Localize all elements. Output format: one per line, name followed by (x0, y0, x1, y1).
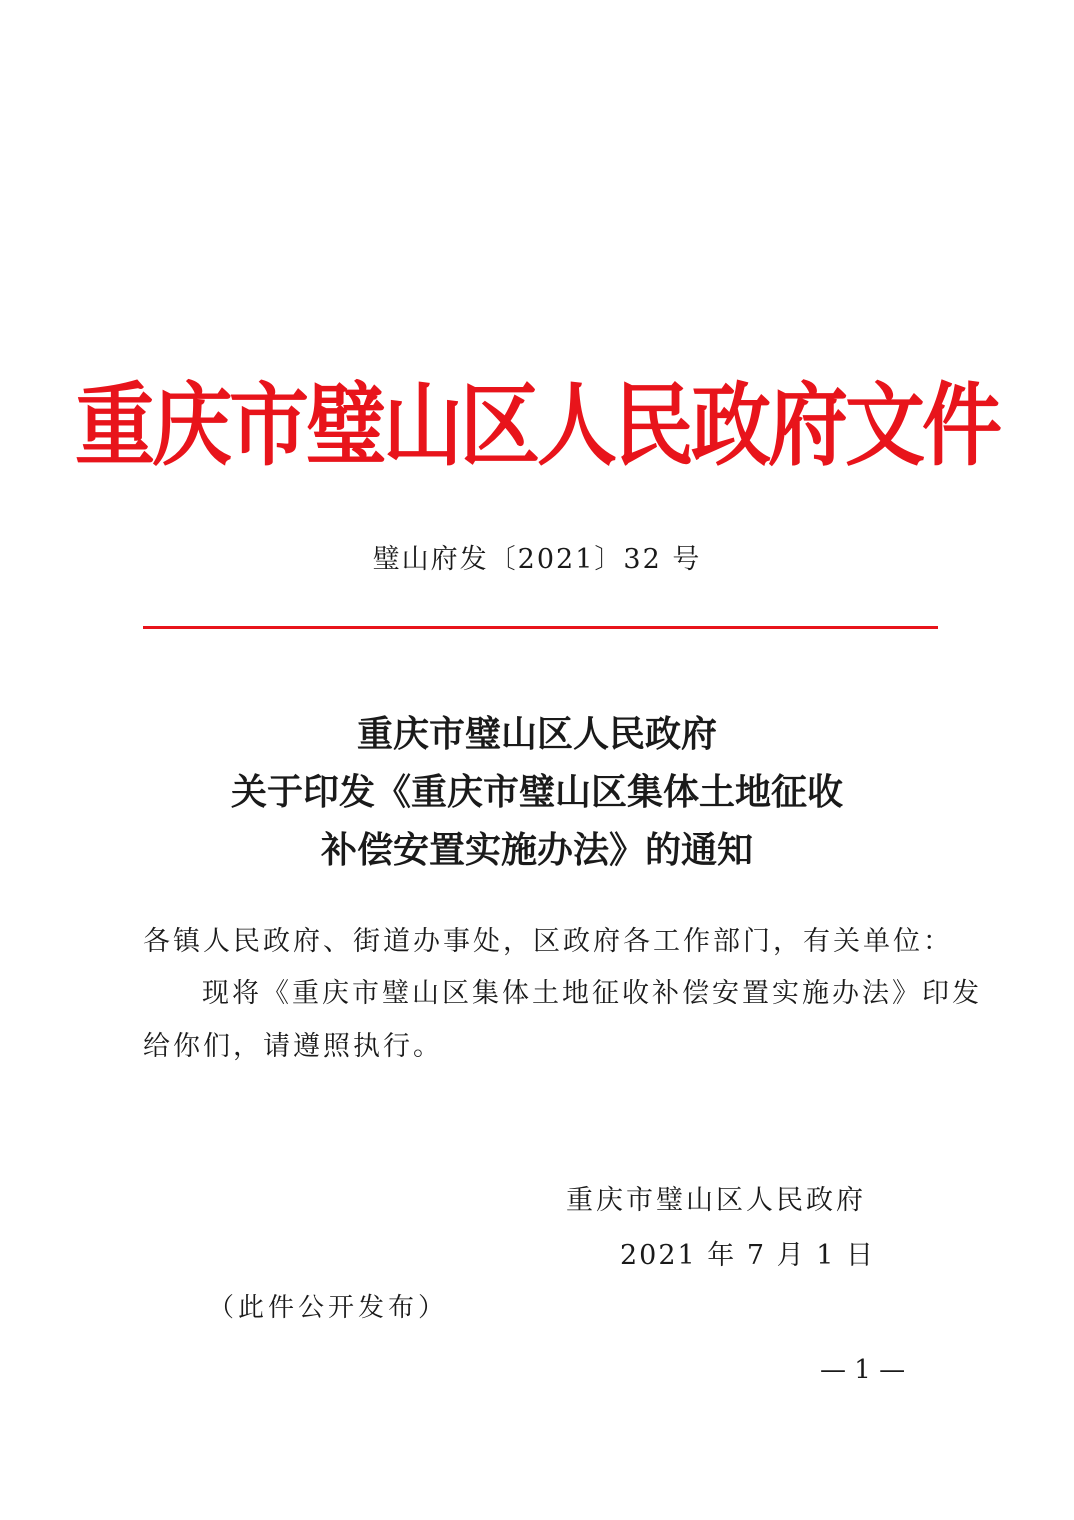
document-header-title: 重庆市璧山区人民政府文件 (75, 372, 999, 478)
issuer-signature: 重庆市璧山区人民政府 (566, 1185, 866, 1216)
notice-title-line-3: 补偿安置实施办法》的通知 (320, 829, 753, 871)
issue-date: 2021 年 7 月 1 日 (620, 1240, 875, 1271)
page-number: — 1 — (820, 1355, 906, 1385)
body-paragraph-line-1: 现将《重庆市璧山区集体土地征收补偿安置实施办法》印发 (202, 978, 982, 1009)
notice-title (0, 705, 1074, 879)
body-paragraph-line-2: 给你们，请遵照执行。 (143, 1031, 443, 1062)
red-divider-line (143, 626, 938, 629)
public-release-note: （此件公开发布） (208, 1293, 449, 1323)
notice-title-line-1: 重庆市璧山区人民政府 (356, 713, 717, 755)
salutation: 各镇人民政府、街道办事处，区政府各工作部门，有关单位： (143, 926, 953, 957)
notice-title-line-2: 关于印发《重庆市璧山区集体土地征收 (230, 771, 843, 813)
document-number: 璧山府发〔2021〕32 号 (372, 544, 702, 575)
